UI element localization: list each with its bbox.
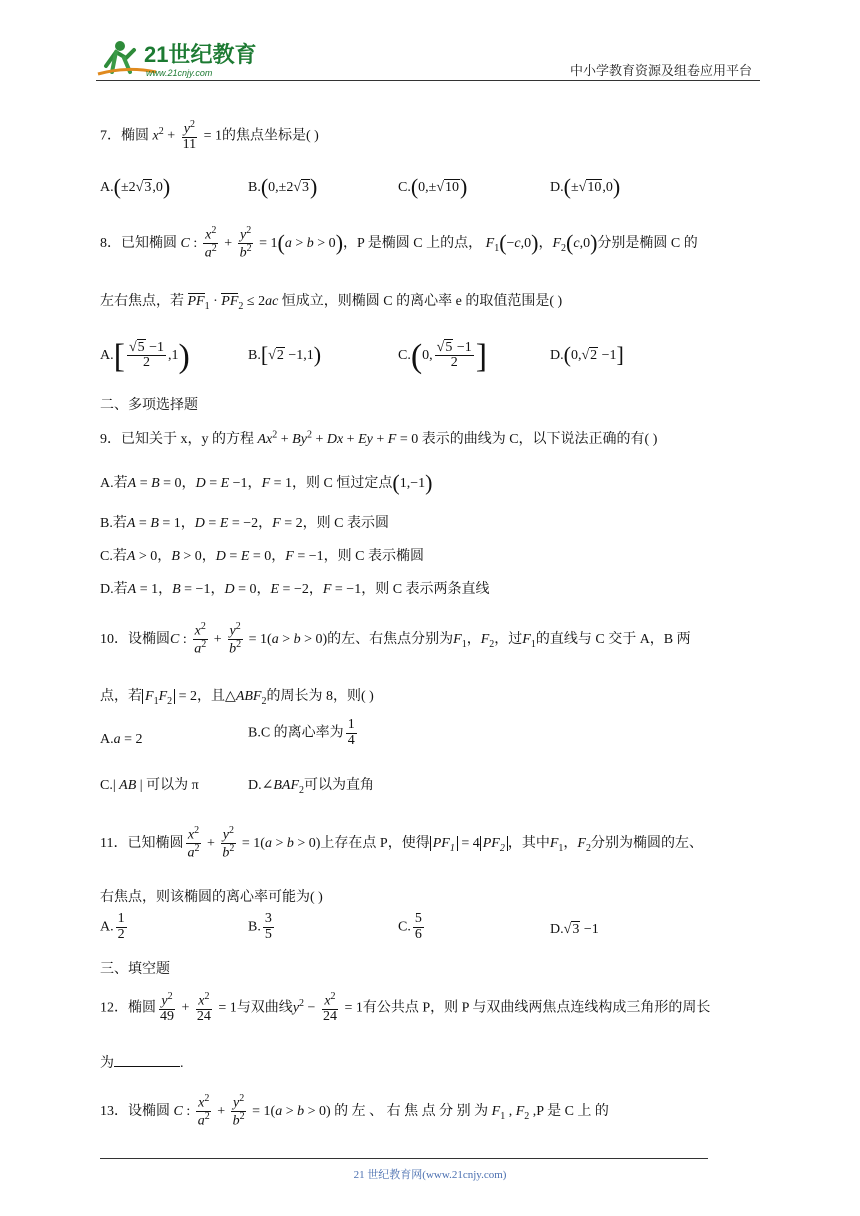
section-fill-blank: 三、填空题 — [100, 962, 170, 977]
q8-option-a[interactable]: A.[ $\frac{√5 -1}{2}$ ,1) — [100, 338, 190, 375]
question-12: 12．椭圆 $\frac{y^2}{49}$ + $\frac{x^2}{24}$ = 1与双曲线$y^2$ − $\frac{x^2}{24}$ = 1有公共点 P，则 P 与双曲线两焦点连线构成三角形的周长 — [100, 991, 711, 1025]
section-multi-choice: 二、多项选择题 — [100, 398, 198, 413]
footer-text: 21 世纪教育网(www.21cnjy.com) — [353, 1169, 507, 1181]
q9-option-d[interactable]: D.若A = 1，B = −1，D = 0，E = −2，F = −1，则 C 表示两条直线 — [100, 582, 490, 597]
site-logo — [96, 36, 266, 84]
q9-option-b[interactable]: B.若A = B = 1，D = E = −2，F = 2，则 C 表示圆 — [100, 516, 389, 531]
header-divider — [96, 80, 760, 81]
q7-option-d[interactable]: D.(±√10,0) — [550, 174, 621, 199]
platform-title: 中小学教育资源及组卷应用平台 — [569, 63, 752, 78]
q10-option-b[interactable]: B.C 的离心率为 $\frac{1}{4}$ — [248, 717, 355, 748]
q11-option-c[interactable]: C. $\frac{5}{6}$ — [398, 911, 422, 942]
question-10: 10．设椭圆C : $\frac{x^2}{a^2}$ + $\frac{y^2}{b^2}$ = 1(a > b > 0)的左、右焦点分别为$F_1$，$F_2$，过$F_1$的直线与 C 交于 A，B 两 — [100, 621, 691, 657]
q10-option-c[interactable]: C.| AB | 可以为 π — [100, 778, 199, 793]
q10-option-d[interactable]: $D.\angle BAF_2$可以为直角 — [248, 778, 375, 796]
q7-option-c[interactable]: C.(0,±√10) — [398, 174, 468, 199]
q9-option-c[interactable]: C.若A > 0，B > 0，D = E = 0，F = −1，则 C 表示椭圆 — [100, 549, 424, 564]
answer-blank[interactable] — [114, 1066, 180, 1067]
q10-option-a[interactable]: A.a = 2 — [100, 732, 143, 747]
q8-option-b[interactable]: B.[√2 −1,1) — [248, 342, 322, 367]
question-10-line2: 点，若 $F_1F_2 = 2$，且$\triangle ABF_2$的周长为 8，则( ) — [100, 689, 374, 707]
question-9: 9．已知关于 x，y 的方程 $Ax^2 + By^2 + Dx + Ey + F = 0$ 表示的曲线为 C，以下说法正确的有( ) — [100, 429, 658, 447]
q9-option-a[interactable]: A.若A = B = 0，D = E −1，F = 1，则 C 恒过定点(1,−1) — [100, 470, 433, 495]
q11-option-d[interactable]: D.√3 −1 — [550, 922, 599, 937]
question-11: 11．已知椭圆 $\frac{x^2}{a^2}$ + $\frac{y^2}{b^2}$ = 1(a > b > 0)上存在点 P，使得 $PF_1 = 4$ $PF_2$ ，其中$F_1$，$F_2$分别为椭圆的左、 — [100, 825, 703, 861]
q7-stem-end: 的焦点坐标是( ) — [222, 128, 319, 144]
q11-option-a[interactable]: A. $\frac{1}{2}$ — [100, 911, 125, 942]
logo-url: www.21cnjy.com — [146, 68, 213, 78]
q7-option-b[interactable]: B.(0,±2√3) — [248, 174, 318, 199]
q8-option-c[interactable]: C.(0, $\frac{√5 -1}{2}$ ] — [398, 338, 488, 375]
q7-stem: 7．椭圆 — [100, 128, 149, 144]
q8-option-d[interactable]: D.(0,√2 −1] — [550, 342, 624, 367]
q7-option-a[interactable]: A.(±2√3,0) — [100, 174, 171, 199]
question-8-line2: 左右焦点，若 $PF_1 \cdot PF_2 \le 2ac$ 恒成立，则椭圆 C 的离心率 e 的取值范围是( ) — [100, 294, 563, 312]
question-8: 8．已知椭圆 C : $\frac{x^2}{a^2}$ + $\frac{y^2}{b^2}$ = 1(a > b > 0)，P 是椭圆 C 上的点， $F_1(-c,0)$，$F_2(c,0)$分别是椭圆 C 的 — [100, 225, 698, 261]
question-7: 7．椭圆 $x^2$ + $\frac{y^2}{11}$ = 1的焦点坐标是( ) — [100, 119, 319, 153]
q11-option-b[interactable]: B. $\frac{3}{5}$ — [248, 911, 272, 942]
question-11-line2: 右焦点，则该椭圆的离心率可能为( ) — [100, 890, 323, 905]
footer-divider — [100, 1158, 708, 1159]
question-12-line2: 为 . — [100, 1056, 184, 1071]
question-13: 13．设椭圆 C : $\frac{x^2}{a^2}$ + $\frac{y^2}{b^2}$ = 1(a > b > 0) 的 左 、 右 焦 点 分 别 为 $F_1$ , $F_2$ ,P 是 C 上 的 — [100, 1093, 609, 1129]
logo-text: 21世纪教育 — [144, 42, 257, 67]
